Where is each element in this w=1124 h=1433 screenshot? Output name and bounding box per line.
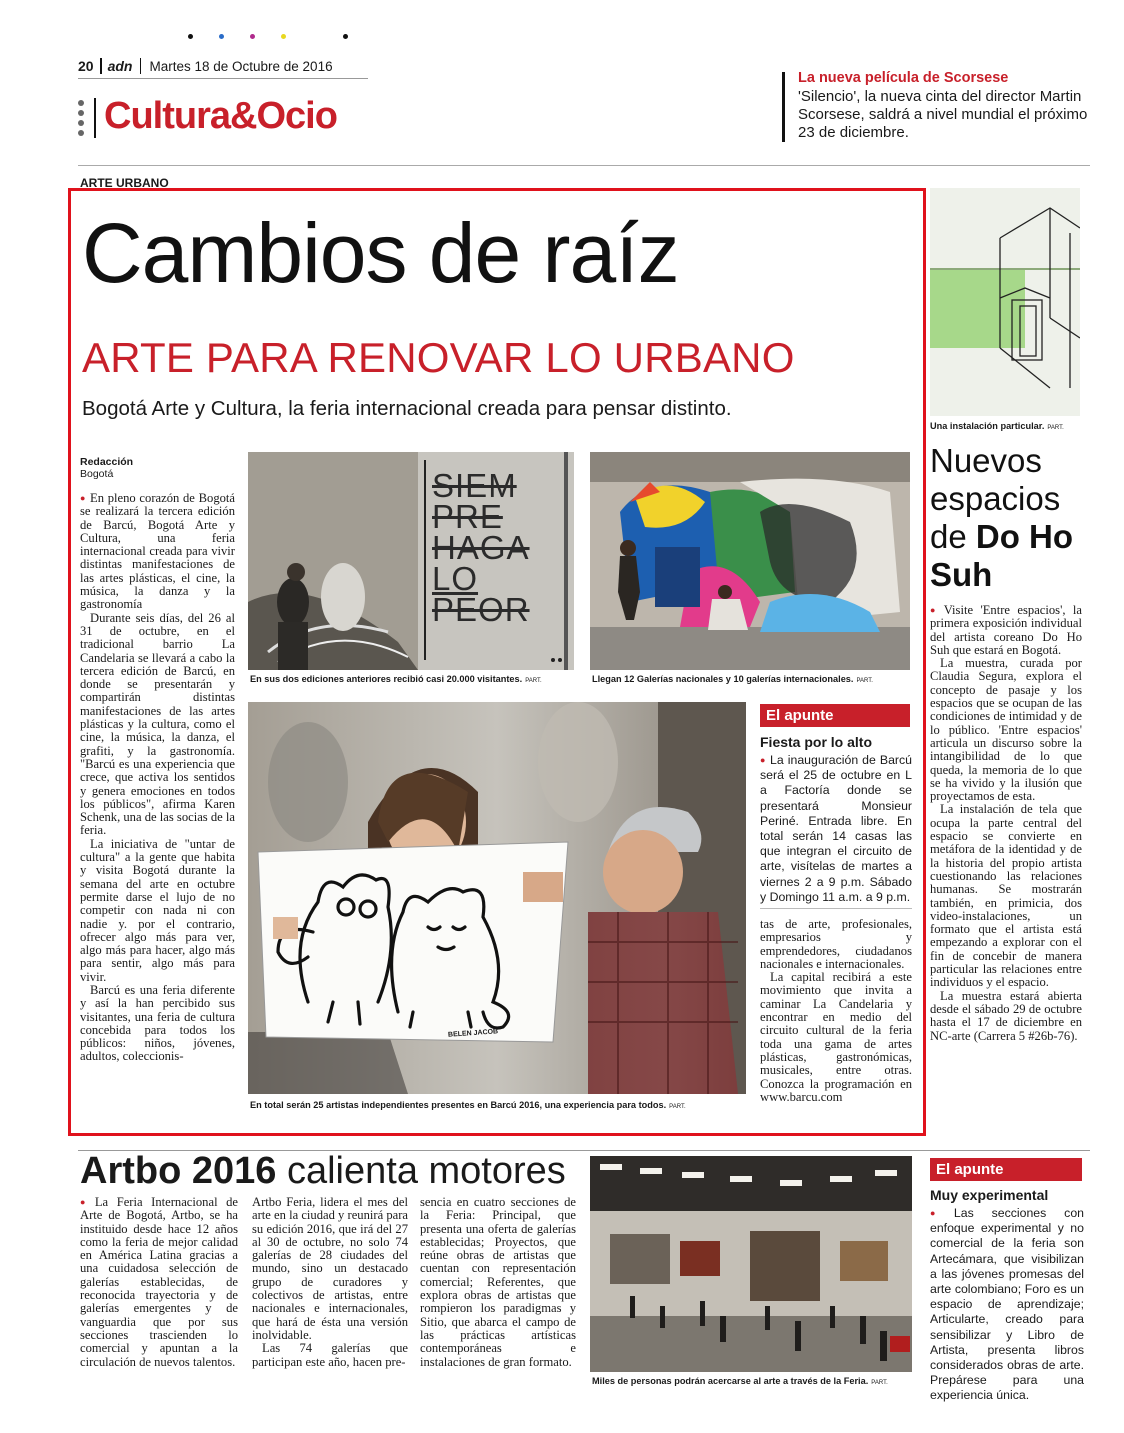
drawing-signature: BELEN JACOB [447,1028,499,1039]
photo-sign-caption: En sus dos ediciones anteriores recibió casi 20.000 visitantes. PART. [250,674,542,684]
main-column-1 [80,492,235,1064]
paragraph: Durante seis días, del 26 al 31 de octubre, en el tradicional barrio La Candelaria se llevará a cabo la tercera edición de Barcú, en donde se presentarán y compartirán distintas manifestaciones de las artes plásticas y la cultura, como el cine, la música, la danza, el grafiti, y la gastronomía. "Barcú es una experiencia que crece, que activa los sentidos y genera emociones en todos los públicos", afirma Karen Schenk, una de las socias de la feria. [80,610,235,838]
bottom-apunte-title: Muy experimental [930,1187,1049,1203]
apunte-tag: El apunte [760,704,910,727]
page-number: 20 [78,58,94,74]
photo-feria-caption: Miles de personas podrán acercarse al arte a través de la Feria. PART. [592,1376,888,1386]
feria-photo-art [590,1156,912,1372]
main-column-3 [760,918,912,1104]
graffiti-photo-art [590,452,910,670]
main-subheadline: ARTE PARA RENOVAR LO URBANO [82,334,795,381]
side-headline: Nuevos espacios de Do Ho Suh [930,442,1074,593]
paragraph: La muestra, curada por Claudia Segura, explora el concepto de pasaje y los espacios que se ocupan de las condiciones de intimidad y de lo público. 'Entre espacios' articula un discurso sobre la intangibilidad de lo que queda, la memoria de lo que se ha vivido y la ilusión que proyectamos de esta. [930,656,1082,804]
paragraph: Artbo Feria, lidera el mes del arte en la ciudad y reunirá para su edición 2016, que irá del 27 al 30 de octubre, no solo 74 galerías de 28 ciudades del mundo, sino un destacado grupo de curadores y colectivos de artistas, entre nacionales e internacionales, que hará de ésta una versión inolvidable. [252,1195,408,1342]
sign-line: SIEM [432,467,517,504]
paragraph: ● Visite 'Entre espacios', la primera exposición individual del artista coreano Do Ho Suh que estará en Bogotá. [930,604,1082,657]
paragraph: tas de arte, profesionales, empresarios y emprendedores, ciudadanos nacionales e internacionales. [760,917,912,971]
side-column [930,604,1082,1043]
photo-installation-caption: Una instalación particular. PART. [930,421,1064,431]
photo-children [248,702,746,1094]
header-rule [78,78,368,79]
sign-line: HAGA [432,529,530,566]
photo-installation [930,188,1080,416]
photo-children-caption: En total serán 25 artistas independientes presentes en Barcú 2016, una experiencia para todos. PART. [250,1100,686,1110]
sign-text [432,467,530,628]
photo-feria [590,1156,912,1372]
photo-sign [248,452,574,670]
paragraph: Barcú es una feria diferente y así la han percibido sus visitantes, una feria de cultura concebida para todos los públicos: niños, jóvenes, adultos, coleccionis- [80,982,235,1064]
teaser-body: 'Silencio', la nueva cinta del director Martin Scorsese, saldrá a nivel mundial el próximo 23 de diciembre. [798,88,1088,141]
bottom-apunte-tag: El apunte [930,1158,1082,1181]
installation-art [930,188,1080,416]
sign-line: LO [432,560,479,597]
main-deck: Bogotá Arte y Cultura, la feria internacional creada para pensar distinto. [82,397,732,420]
paragraph: La instalación de tela que ocupa la parte central del espacio se convierte en metáfora de la identidad y de la historia del propio artista cuestionando las relaciones humanas. Se mostrarán también, en primicia, dos video-instalaciones, un formato que el artista está empezando a explorar con el fin de concebir de manera particular las relaciones entre individuos y el espacio. [930,802,1082,990]
paragraph: ● En pleno corazón de Bogotá se realizará la tercera edición de Barcú, Bogotá Arte y Cultura, una feria internacional creada para vivir distintas manifestaciones de las artes plásticas, el cine, la música, la danza y la gastronomía [80,492,235,612]
paragraph: Las 74 galerías que participan este año, hacen pre- [252,1341,408,1369]
apunte-title: Fiesta por lo alto [760,734,873,750]
paragraph: La capital recibirá a este movimiento que invita a caminar La Candelaria y encontrar en medio del circuito cultural de la feria toda una gama de artes plásticas, gastronómicas, musicales, entre otras. Conozca la programación en www.barcu.com [760,970,912,1104]
byline-author: Redacción [80,456,134,468]
registration-dots [188,26,374,44]
page-header [78,58,333,74]
main-headline: Cambios de raíz [82,206,679,300]
section-title: Cultura&Ocio [104,95,337,137]
sign-line: PEOR [432,591,530,628]
bottom-column-3: sencia en cuatro secciones de la Feria: Principal, que presenta una oferta de galerías establecidas; Proyectos, que reúne obras de artistas que cuentan con representación comercial; Referentes, que explora obras de artistas que rompieron los paradigmas y Sitio, que abarca el campo de las prácticas artísticas contemporáneas e instalaciones de gran formato. [420,1195,576,1369]
teaser-title: La nueva película de Scorsese [798,70,1009,86]
bottom-headline: Artbo 2016 calienta motores [80,1150,566,1192]
brand-logo: adn [107,58,133,74]
bottom-column-1: ● La Feria Internacional de Arte de Bogotá, Artbo, se ha instituido desde hace 12 años como la feria de mejor calidad en América Latina gracias a una cuidadosa selección de galerías establecidas, de reconocida trayectoria y de galerías emergentes y de vanguardia que por sus secciones trascienden lo comercial y apuntan a la circulación de nuevos talentos. [80,1196,238,1369]
sign-line: PRE [432,498,503,535]
paragraph: La muestra estará abierta desde el sábado 29 de octubre hasta el 17 de diciembre en NC-arte (Carrera 5 #26b-76). [930,988,1082,1043]
byline-location: Bogotá [80,468,114,480]
section-marker-dots [78,100,84,136]
section-rule [78,165,1090,166]
apunte-body: ● La inauguración de Barcú será el 25 de octubre en L a Factoría donde se presentará Monsieur Periné. Entrada libre. En total serán 14 casas las que integran el circuito de arte, visítelas de martes a viernes 2 a 9 p.m. Sábado y Domingo 11 a.m. a 9 p.m. [760,753,912,905]
photo-graffiti [590,452,910,670]
paragraph: La iniciativa de "untar de cultura" a la gente que habita y visita Bogotá durante la semana del arte en octubre permite darse el lujo de no competir con nada ni con nadie y. por el contrario, ofrecer algo más para ver, algo más para hacer, algo más para sentir, algo más para vivir. [80,836,235,984]
kicker: ARTE URBANO [80,176,169,190]
bottom-column-2 [252,1196,408,1369]
bottom-apunte-body: ● Las secciones con enfoque experimental y no comercial de la feria son Artecámara, que visibilizan a las jóvenes promesas del arte colombiano; Foro es un espacio de aprendizaje; Articularte, creado para sensibilizar y Libro de Artista, presenta libros considerados obras de arte. Prepárese para una experiencia única. [930,1206,1084,1404]
photo-graffiti-caption: Llegan 12 Galerías nacionales y 10 galerías internacionales. PART. [592,674,873,684]
issue-date: Martes 18 de Octubre de 2016 [149,58,333,74]
teaser-box [798,70,1088,142]
byline [80,456,133,480]
